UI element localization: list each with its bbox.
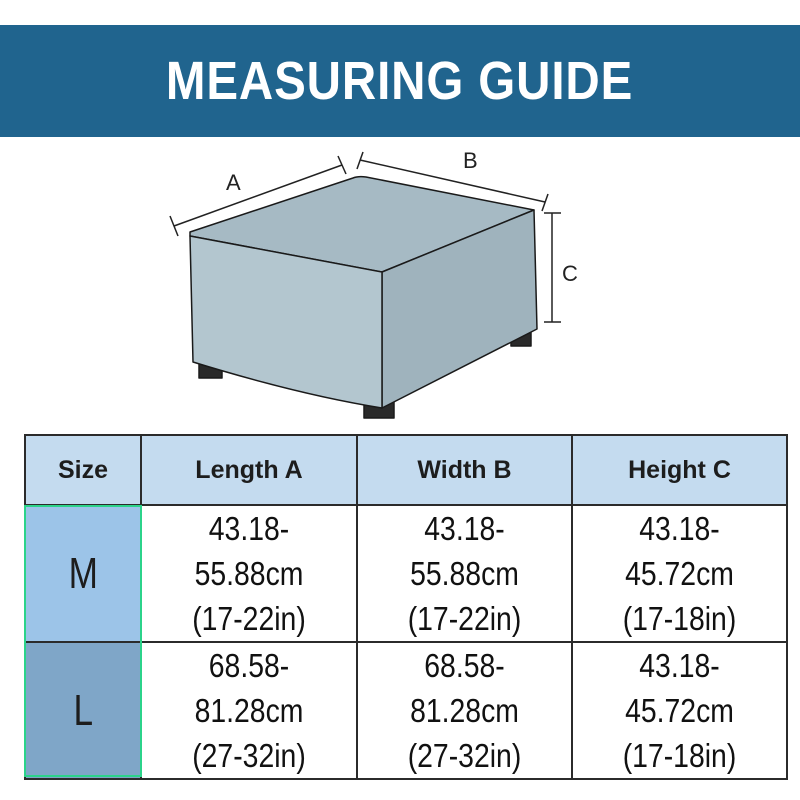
ottoman-shape	[190, 177, 537, 418]
height-in: (17-18in)	[622, 600, 737, 637]
height-in: (17-18in)	[622, 737, 737, 774]
size-cell-l[interactable]: L	[25, 642, 141, 779]
width-in: (17-22in)	[407, 600, 522, 637]
table-row	[25, 505, 787, 642]
length-in: (17-22in)	[192, 600, 306, 637]
width-cell	[357, 642, 572, 779]
header-width-b: Width B	[357, 435, 572, 505]
header-height-c: Height C	[572, 435, 787, 505]
width-in: (27-32in)	[407, 737, 522, 774]
height-cm: 43.18-45.72cm	[625, 647, 734, 729]
table-row	[25, 642, 787, 779]
header-size: Size	[25, 435, 141, 505]
dimension-label-a: A	[226, 170, 241, 195]
width-cm: 68.58-81.28cm	[410, 647, 519, 729]
length-cell	[141, 642, 357, 779]
header-length-a: Length A	[141, 435, 357, 505]
length-cell	[141, 505, 357, 642]
length-in: (27-32in)	[192, 737, 306, 774]
dimension-label-b: B	[463, 148, 478, 173]
dimension-label-c: C	[562, 261, 578, 286]
size-table	[24, 434, 788, 780]
page-title: MEASURING GUIDE	[166, 51, 634, 111]
dimension-line-c	[544, 213, 561, 322]
header-banner	[0, 25, 800, 137]
height-cm: 43.18-45.72cm	[625, 510, 734, 592]
length-cm: 43.18-55.88cm	[194, 510, 304, 592]
height-cell	[572, 642, 787, 779]
height-cell	[572, 505, 787, 642]
width-cm: 43.18-55.88cm	[410, 510, 519, 592]
size-cell-m[interactable]: M	[25, 505, 141, 642]
width-cell	[357, 505, 572, 642]
length-cm: 68.58-81.28cm	[194, 647, 304, 729]
ottoman-diagram	[0, 137, 800, 432]
table-header-row	[25, 435, 787, 505]
